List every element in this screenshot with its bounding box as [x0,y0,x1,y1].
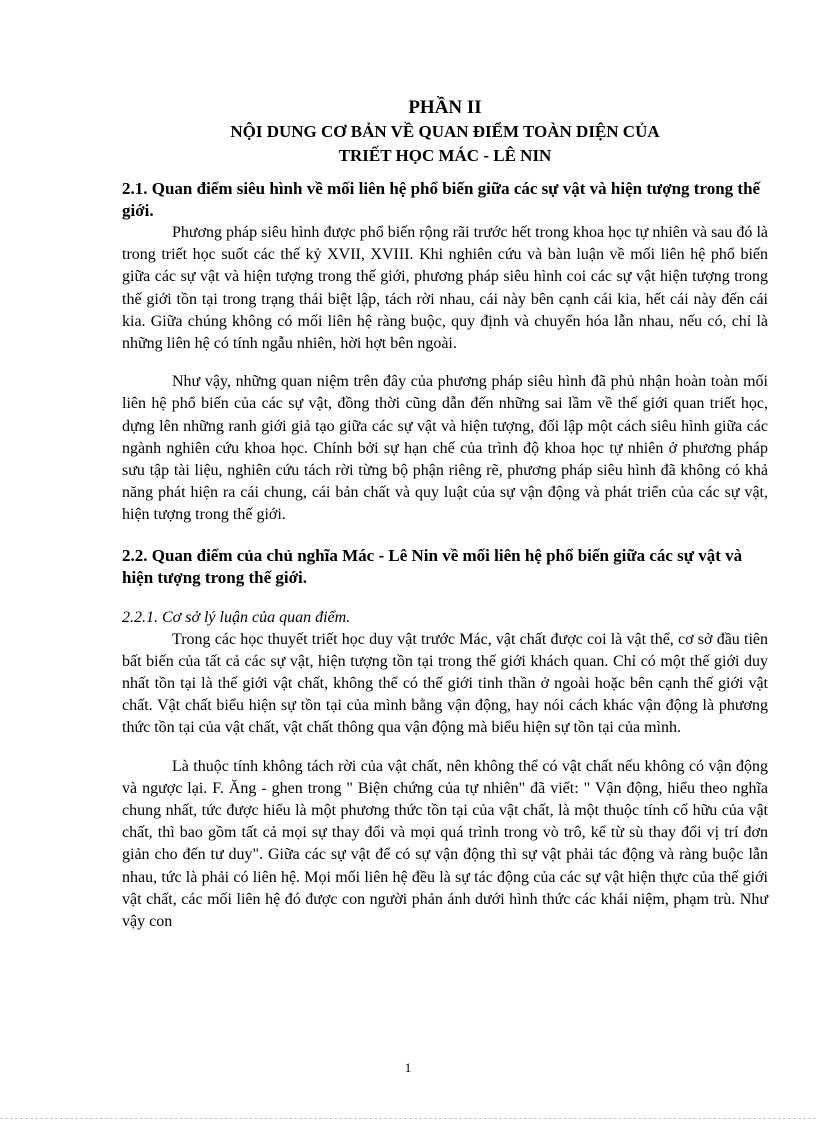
paragraph: Là thuộc tính không tách rời của vật chất, nên không thể có vật chất nếu không có vận động và ngược lại. F. Ăng - ghen trong " Biện chứng của tự nhiên" đã viết: " Vận động, hiểu theo nghĩa chung nhất, tức được hiểu là một phương thức tồn tại của vật chất, là một thuộc tính cố hữu của vật chất, thì bao gồm tất cả mọi sự thay đổi và mọi quá trình trong vò trô, kể từ sù thay đổi vị trí đơn giản cho đến tư duy". Giữa các sự vật để có sự vận động thì sự vật phải tác động và ràng buộc lẫn nhau, tức là phải có liên hệ. Mọi mối liên hệ đều là sự tác động của các sự vật hiện thực của thế giới vật chất, các mối liên hệ đó được con người phản ánh dưới hình thức các khái niệm, phạm trù. Như vậy con [122,757,768,931]
section-heading-2-2: 2.2. Quan điểm của chủ nghĩa Mác - Lê Nin về mối liên hệ phổ biến giữa các sự vật và hiện tượng trong thế giới. [122,545,743,587]
title-line-1: NỘI DUNG CƠ BẢN VỀ QUAN ĐIỂM TOÀN DIỆN CỦA [230,122,660,141]
part-heading: PHẦN II [408,97,482,118]
section-heading-2-1: 2.1. Quan điểm siêu hình về mối liên hệ phổ biến giữa các sự vật và hiện tượng trong thế giới. [122,179,761,220]
paragraph: Phương pháp siêu hình được phổ biến rộng rãi trước hết trong khoa học tự nhiên và sau đó là trong triết học suốt các thế kỷ XVII, XVIII. Khi nghiên cứu và bàn luận về mối liên hệ phổ biến giữa các sự vật và hiện tượng trong thế giới, phương pháp siêu hình coi các sự vật hiện tượng trong thế giới tồn tại trong trạng thái biệt lập, tách rời nhau, cái này bên cạnh cái kia, hết cái này đến cái kia. Giữa chúng không có mối liên hệ ràng buộc, quy định và chuyển hóa lẫn nhau, nếu có, chỉ là những liên hệ có tính ngẫu nhiên, hời hợt bên ngoài. [122,224,768,353]
paragraph: Trong các học thuyết triết học duy vật trước Mác, vật chất được coi là vật thể, cơ sở đầu tiên bất biến của tất cả các sự vật, hiện tượng tồn tại trong thế giới khách quan. Chỉ có một thế giới duy nhất tồn tại là thế giới vật chất, không thể có thế giới tinh thần ở ngoài hoặc bên cạnh thế giới vật chất. Vật chất biểu hiện sự tồn tại của mình bằng vận động, hay nói cách khác vận động là phương thức tồn tại của vật chất, vật chất thông qua vận động mà biểu hiện sự tồn tại của mình. [122,630,768,737]
subsection-heading-2-2-1: 2.2.1. Cơ sở lý luận của quan điểm. [122,608,351,626]
title-line-2: TRIẾT HỌC MÁC - LÊ NIN [338,146,552,165]
page-break-divider [0,1118,816,1119]
page-number: 1 [404,1060,412,1075]
document-title [122,96,768,168]
paragraph: Như vậy, những quan niệm trên đây của phương pháp siêu hình đã phủ nhận hoàn toàn mối liên hệ phổ biến của các sự vật, đồng thời cũng dẫn đến những sai lầm về thế giới quan triết học, dựng lên những ranh giới giả tạo giữa các sự vật và hiện tượng, đối lập một cách siêu hình giữa các ngành nghiên cứu khoa học. Chính bởi sự hạn chế của trình độ khoa học tự nhiên ở phương pháp sưu tập tài liệu, nghiên cứu tách rời từng bộ phận riêng rẽ, phương pháp siêu hình đã không có khả năng phát hiện ra cái chung, cái bản chất và quy luật của sự vận động và phát triển của các sự vật, hiện tượng trong thế giới. [122,373,768,524]
page-content [122,96,768,933]
